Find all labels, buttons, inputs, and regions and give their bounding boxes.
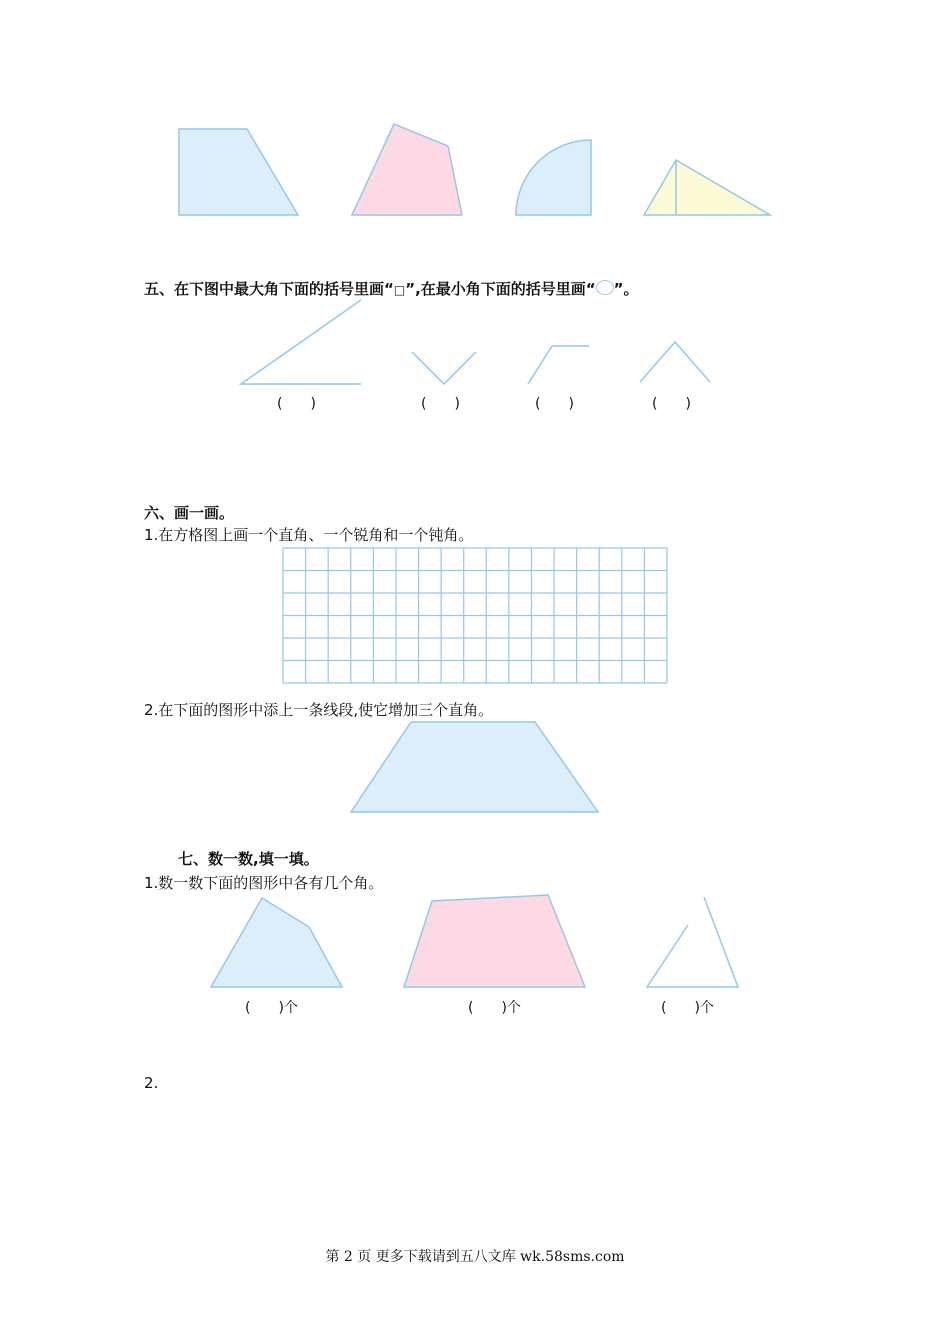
angle-obtuse [528, 346, 589, 384]
answer-3: ( )个 [661, 1000, 714, 1016]
quarter-circle-shape [516, 140, 591, 215]
angles-figure [0, 290, 950, 400]
large-trapezoid-shape [351, 722, 598, 812]
triangle-shape [644, 160, 770, 215]
section5-title-part1: 五、在下图中最大角下面的括号里画“ [144, 280, 394, 298]
paren-4: ( ) [652, 396, 691, 412]
count-angles-figure [0, 890, 950, 1000]
quadrilateral-shape [352, 124, 462, 215]
section7-q2: 2. [144, 1074, 159, 1092]
angle-acute-2 [640, 342, 710, 382]
square-grid[interactable] [282, 547, 668, 684]
pentagon-like-shape [211, 898, 342, 987]
paren-3: ( ) [535, 396, 574, 412]
section7-q1: 1.数一数下面的图形中各有几个角。 [144, 874, 384, 892]
paren-2: ( ) [421, 396, 460, 412]
section5-title-part2: ”,在最小角下面的括号里画“ [405, 280, 596, 298]
answer-2: ( )个 [468, 1000, 521, 1016]
angle-acute-1 [241, 300, 361, 384]
page-footer: 第 2 页 更多下载请到五八文库 wk.58sms.com [325, 1249, 625, 1265]
trapezoid-shape [179, 129, 298, 215]
section5-title-part3: ”。 [613, 280, 639, 298]
section6-q2: 2.在下面的图形中添上一条线段,使它增加三个直角。 [144, 701, 494, 719]
open-angle-shape [647, 897, 738, 987]
square-symbol: □ [393, 283, 406, 297]
pink-quadrilateral-shape [404, 895, 585, 987]
section7-title: 七、数一数,填一填。 [178, 850, 319, 868]
top-shapes [0, 0, 950, 240]
paren-1: ( ) [277, 396, 316, 412]
angle-right [412, 352, 476, 384]
section6-q1: 1.在方格图上画一个直角、一个锐角和一个钝角。 [144, 526, 474, 544]
trapezoid-figure[interactable] [0, 715, 950, 825]
answer-1: ( )个 [245, 1000, 298, 1016]
section6-title: 六、画一画。 [144, 504, 235, 522]
